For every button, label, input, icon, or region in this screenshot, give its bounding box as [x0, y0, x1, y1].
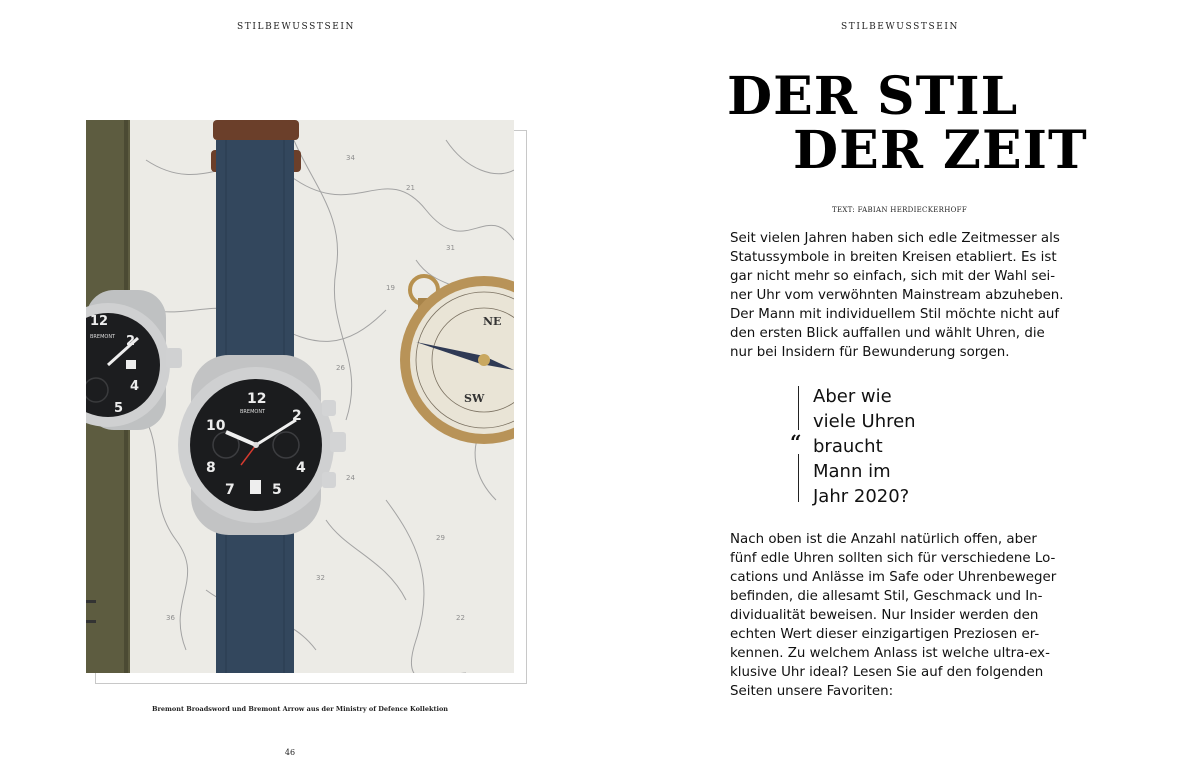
body-line: kennen. Zu welchem Anlass ist welche ultra-ex- [730, 646, 1050, 661]
page-number: 46 [284, 748, 296, 757]
svg-text:21: 21 [406, 184, 415, 192]
left-watch-numeral-4: 4 [130, 379, 140, 394]
body-line: echten Wert dieser einzigartigen Preziosen er- [730, 627, 1040, 642]
main-watch-brand: BREMONT [240, 409, 266, 415]
dial-numeral-4: 4 [296, 460, 306, 476]
svg-text:36: 36 [166, 614, 175, 622]
intro-line: gar nicht mehr so einfach, sich mit der Wahl sei- [730, 269, 1056, 284]
pull-quote-line: braucht [813, 436, 883, 457]
dial-numeral-7: 7 [225, 482, 235, 498]
pull-quote-line: Mann im [813, 461, 891, 482]
left-watch-numeral-12: 12 [90, 314, 109, 329]
intro-line: nur bei Insidern für Bewunderung sorgen. [730, 345, 1010, 360]
svg-text:22: 22 [456, 614, 465, 622]
left-watch-numeral-5: 5 [114, 401, 124, 416]
svg-text:26: 26 [336, 364, 345, 372]
left-watch-numeral-2: 2 [126, 334, 136, 349]
watch-photo-illustration [86, 120, 514, 673]
body-line: dividualität beweisen. Nur Insider werden den [730, 608, 1039, 623]
dial-numeral-10: 10 [206, 418, 226, 434]
svg-text:24: 24 [346, 474, 355, 482]
title-line-2: DER ZEIT [793, 120, 1088, 181]
svg-text:31: 31 [446, 244, 455, 252]
intro-line: Der Mann mit individuellem Stil möchte nicht auf [730, 307, 1060, 322]
intro-line: Statussymbole in breiten Kreisen etabliert. Es ist [730, 250, 1057, 265]
pull-quote [790, 384, 976, 509]
quote-mark-icon: “ [790, 430, 802, 454]
title-line-1: DER STIL [727, 66, 1019, 127]
compass-sw-label: SW [464, 392, 485, 405]
body-paragraph [730, 530, 1075, 701]
watch-photo [86, 120, 514, 673]
body-line: cations und Anlässe im Safe oder Uhrenbeweger [730, 570, 1057, 585]
svg-text:34: 34 [346, 154, 355, 162]
intro-line: Seit vielen Jahren haben sich edle Zeitmesser als [730, 231, 1060, 246]
dial-numeral-8: 8 [206, 460, 216, 476]
body-line: klusive Uhr ideal? Lesen Sie auf den folgenden [730, 665, 1044, 680]
running-head-right: STILBEWUSSTSEIN [840, 22, 960, 32]
svg-text:29: 29 [436, 534, 445, 542]
body-line: fünf edle Uhren sollten sich für verschiedene Lo- [730, 551, 1056, 566]
svg-text:32: 32 [316, 574, 325, 582]
byline: TEXT: FABIAN HERDIECKERHOFF [832, 206, 967, 214]
body-line: befinden, die allesamt Stil, Geschmack und In- [730, 589, 1043, 604]
right-page [600, 0, 1200, 780]
dial-numeral-12: 12 [247, 391, 267, 407]
dial-numeral-5: 5 [272, 482, 282, 498]
leather-strap-top [213, 120, 299, 140]
body-line: Nach oben ist die Anzahl natürlich offen, aber [730, 532, 1037, 547]
running-head-left: STILBEWUSSTSEIN [236, 22, 356, 32]
svg-text:19: 19 [386, 284, 395, 292]
pull-quote-line: Aber wie [813, 386, 892, 407]
intro-line: ner Uhr vom verwöhnten Mainstream abzuheben. [730, 288, 1064, 303]
article-title [727, 66, 1088, 181]
pull-quote-line: Jahr 2020? [813, 486, 910, 507]
photo-caption: Bremont Broadsword und Bremont Arrow aus der Ministry of Defence Kollektion [151, 705, 449, 713]
left-watch-brand: BREMONT [90, 334, 116, 340]
intro-line: den ersten Blick auffallen und wählt Uhren, die [730, 326, 1045, 341]
compass-ne-label: NE [483, 315, 502, 328]
body-line: Seiten unsere Favoriten: [730, 684, 894, 699]
pull-quote-line: viele Uhren [813, 411, 916, 432]
dial-numeral-2: 2 [292, 408, 302, 424]
intro-paragraph [730, 229, 1075, 362]
